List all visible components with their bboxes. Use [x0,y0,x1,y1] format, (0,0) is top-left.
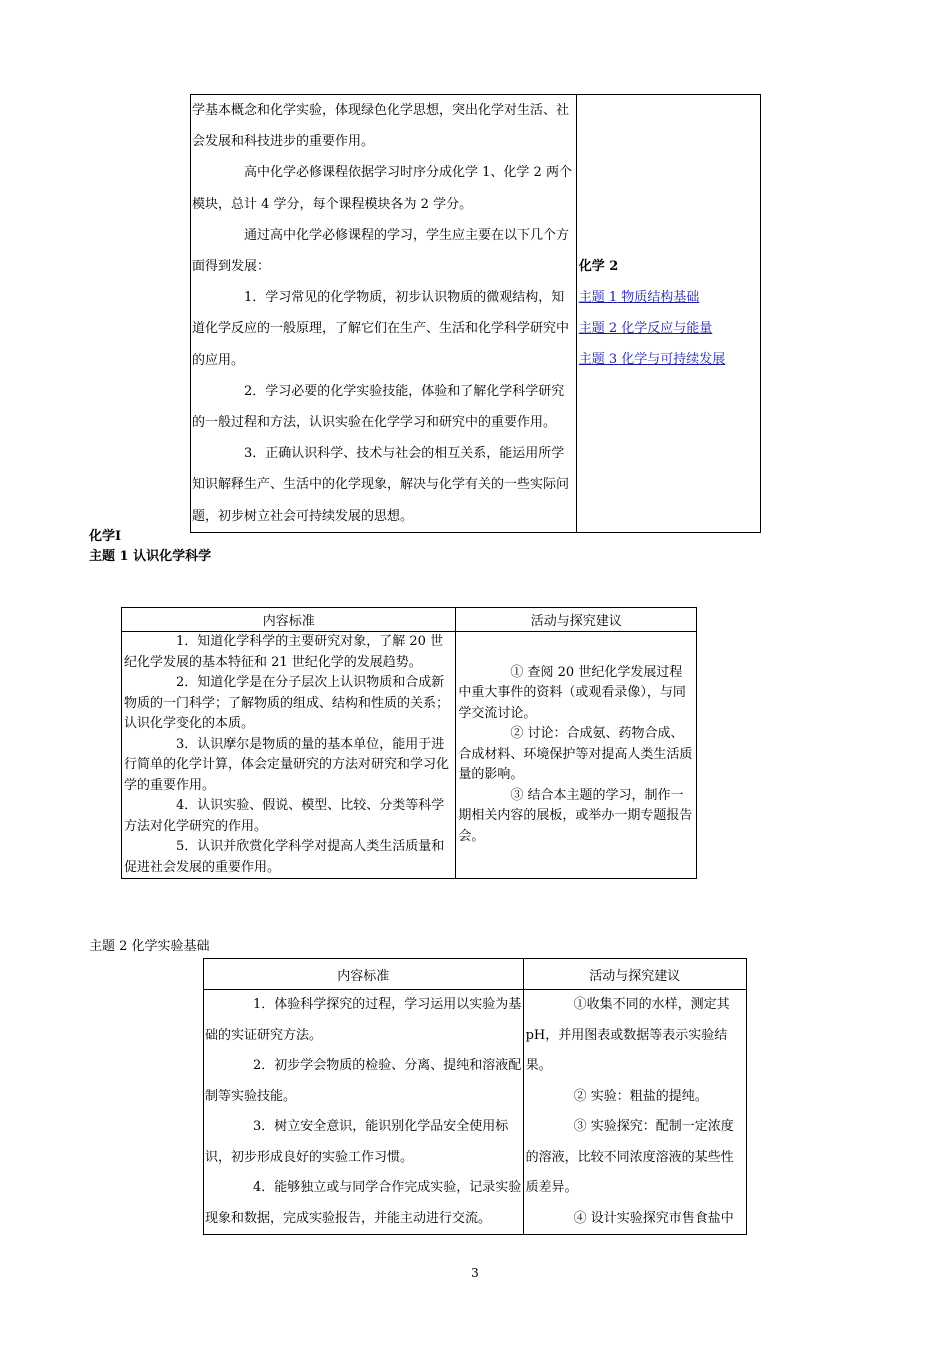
table-header-activity-suggestions: 活动与探究建议 [456,608,697,632]
activity-cell [456,632,697,879]
standard-item: 4．能够独立或与同学合作完成实验，记录实验现象和数据，完成实验报告，并能主动进行交流。 [205,1180,522,1226]
activity-item: ④ 设计实验探究市售食盐中 [573,1210,734,1226]
standard-item: 2．知道化学是在分子层次上认识物质和合成新物质的一门科学；了解物质的组成、结构和性质的关系；认识化学变化的本质。 [124,675,450,731]
overview-table [190,94,761,533]
activity-item: ② 实验：粗盐的提纯。 [573,1088,708,1104]
overview-paragraph: 通过高中化学必修课程的学习，学生应主要在以下几个方面得到发展： [192,227,570,275]
standard-item: 1．体验科学探究的过程，学习运用以实验为基础的实证研究方法。 [205,997,522,1043]
overview-text-cell [191,95,577,533]
section-heading-topic2: 主题 2 化学实验基础 [89,939,210,954]
standard-item: 3．认识摩尔是物质的量的基本单位，能用于进行简单的化学计算，体会定量研究的方法对研究和学习化学的重要作用。 [124,736,450,793]
topic1-table [121,607,697,879]
standard-item: 3．树立安全意识，能识别化学品安全使用标识，初步形成良好的实验工作习惯。 [205,1119,509,1165]
table-header-content-standard: 内容标准 [122,608,456,632]
overview-paragraph: 2．学习必要的化学实验技能，体验和了解化学科学研究的一般过程和方法，认识实验在化学学习和研究中的重要作用。 [192,383,565,431]
module-links-cell [576,95,760,533]
section-heading-chem1: 化学Ⅰ [89,529,122,544]
overview-paragraph: 1．学习常见的化学物质，初步认识物质的微观结构，知道化学反应的一般原理，了解它们在生产、生活和化学科学研究中的应用。 [192,290,570,368]
link-topic-1[interactable]: 主题 1 物质结构基础 [578,290,700,306]
link-topic-3[interactable]: 主题 3 化学与可持续发展 [578,352,726,368]
activity-item: ③ 实验探究：配制一定浓度的溶液，比较不同浓度溶液的某些性质差异。 [525,1119,734,1195]
standard-item: 2．初步学会物质的检验、分离、提纯和溶液配制等实验技能。 [205,1058,522,1104]
activity-item: ② 讨论：合成氨、药物合成、合成材料、环境保护等对提高人类生活质量的影响。 [458,726,693,783]
overview-paragraph: 3．正确认识科学、技术与社会的相互关系，能运用所学知识解释生产、生活中的化学现象，解决与化学有关的一些实际问题，初步树立社会可持续发展的思想。 [192,446,570,524]
activity-item: ① 查阅 20 世纪化学发展过程中重大事件的资料（或观看录像），与同学交流讨论。 [458,664,686,721]
standard-item: 1．知道化学科学的主要研究对象，了解 20 世纪化学发展的基本特征和 21 世纪化学的发展趋势。 [124,634,444,670]
page-number: 3 [471,1266,479,1280]
table-header-content-standard: 内容标准 [204,959,524,990]
section-heading-topic1: 主题 1 认识化学科学 [89,549,212,564]
topic2-table [203,958,747,1235]
overview-paragraph: 高中化学必修课程依据学习时序分成化学 1、化学 2 两个模块，总计 4 学分，每个课程模块各为 2 学分。 [192,165,572,212]
content-standard-cell [204,990,524,1235]
overview-paragraph: 学基本概念和化学实验，体现绿色化学思想，突出化学对生活、社会发展和科技进步的重要作用。 [192,103,570,150]
link-topic-2[interactable]: 主题 2 化学反应与能量 [578,321,713,337]
module-title: 化学 2 [578,259,619,275]
table-header-activity-suggestions: 活动与探究建议 [523,959,746,990]
standard-item: 5．认识并欣赏化学科学对提高人类生活质量和促进社会发展的重要作用。 [124,839,445,875]
activity-item: ①收集不同的水样，测定其 pH，并用图表或数据等表示实验结果。 [525,997,730,1073]
activity-item: ③ 结合本主题的学习，制作一期相关内容的展板，或举办一期专题报告会。 [458,787,693,844]
standard-item: 4．认识实验、假说、模型、比较、分类等科学方法对化学研究的作用。 [124,798,445,834]
content-standard-cell [122,632,456,879]
activity-cell [523,990,746,1235]
